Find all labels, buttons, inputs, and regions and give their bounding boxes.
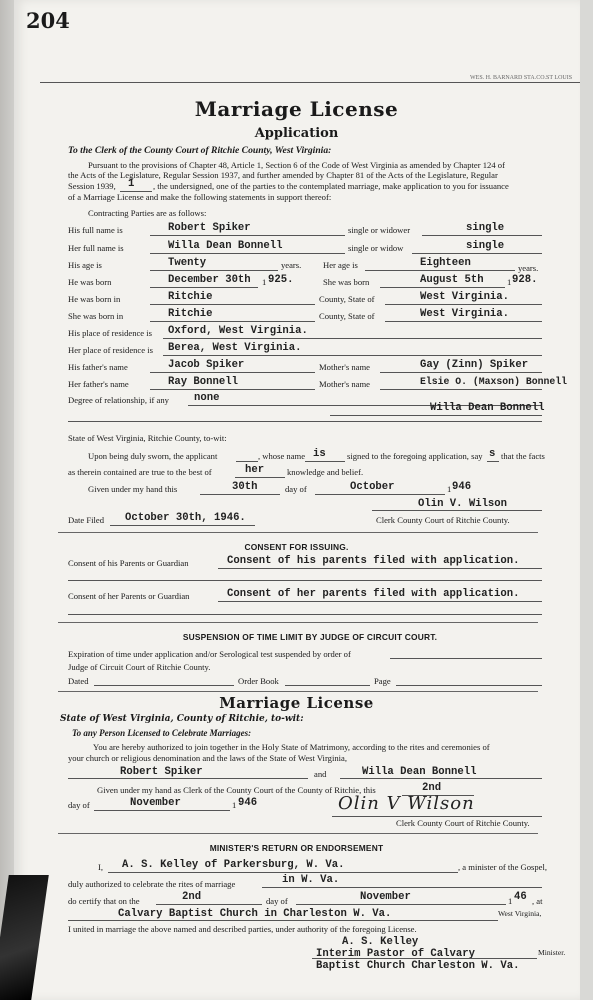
oath-year-prefix: 1: [447, 484, 452, 494]
her-status: single: [466, 240, 505, 252]
license-year-prefix: 1: [232, 800, 237, 810]
years-1: years.: [281, 260, 302, 270]
relationship: none: [194, 392, 220, 404]
license-bride: Willa Dean Bonnell: [362, 766, 477, 778]
license-title: Marriage License: [219, 694, 374, 712]
return-i-label: I,: [98, 862, 104, 872]
mother-label-1: Mother's name: [319, 362, 370, 372]
her-residence: Berea, West Virginia.: [168, 342, 302, 354]
her-status-label: single or widow: [348, 243, 404, 253]
return-year: 46: [514, 891, 527, 903]
years-2: years.: [518, 263, 539, 273]
he-born-in-label: He was born in: [68, 294, 121, 304]
license-groom: Robert Spiker: [120, 766, 203, 778]
top-rule: [40, 82, 580, 83]
oath-state-line: State of West Virginia, Ritchie County, to-wit:: [68, 433, 227, 443]
he-born-state: West Virginia.: [420, 291, 510, 303]
her-father-label: Her father's name: [68, 379, 129, 389]
intro-line-1: Pursuant to the provisions of Chapter 48, Article 1, Section 6 of the Code of West Virginia as amended by Chapter 124 of: [88, 160, 505, 170]
addressee: To the Clerk of the County Court of Ritchie County, West Virginia:: [68, 145, 332, 156]
date-filed: October 30th, 1946.: [125, 512, 246, 524]
return-day: 2nd: [182, 891, 202, 903]
oath-month: October: [350, 481, 395, 493]
return-sig-1: A. S. Kelley: [342, 936, 419, 948]
her-age-label: Her age is: [323, 260, 358, 270]
license-to-any: To any Person Licensed to Celebrate Marriages:: [72, 728, 252, 738]
she-born-date: August 5th: [420, 274, 484, 286]
return-in-value: in W. Va.: [282, 874, 340, 886]
return-minister: A. S. Kelley of Parkersburg, W. Va.: [122, 859, 345, 871]
his-name-label: His full name is: [68, 225, 123, 235]
oath-clerk-title: Clerk County Court of Ritchie County.: [376, 515, 510, 525]
suspension-dated: Dated: [68, 676, 89, 686]
return-sig-2: Interim Pastor of Calvary: [316, 948, 475, 960]
license-clerk-signature: Olin V Wilson: [338, 793, 475, 814]
license-auth-1: You are hereby authorized to join together in the Holy State of Matrimony, according to the rites and ceremonies of: [93, 742, 490, 752]
return-day-of: day of: [266, 896, 288, 906]
page-number: 204: [26, 8, 70, 33]
suspension-heading: SUSPENSION OF TIME LIMIT BY JUDGE OF CIRCUIT COURT.: [182, 632, 438, 642]
mother-label-2: Mother's name: [319, 379, 370, 389]
he-born-year-prefix: 1: [262, 277, 267, 287]
suspension-order-book: Order Book: [238, 676, 279, 686]
oath-day-of: day of: [285, 484, 307, 494]
document-title: Marriage License: [194, 97, 399, 121]
return-west-virginia: West Virginia,: [498, 909, 542, 918]
intro-line-2: the Acts of the Legislature, Regular Session 1937, and further amended by Chapter 81 of the Acts of the Legislature, Regular: [68, 170, 498, 180]
consent-his-label: Consent of his Parents or Guardian: [68, 558, 189, 568]
oath-year: 946: [452, 481, 472, 493]
his-age: Twenty: [168, 257, 207, 269]
her-residence-label: Her place of residence is: [68, 345, 153, 355]
her-father: Ray Bonnell: [168, 376, 238, 388]
his-father: Jacob Spiker: [168, 359, 245, 371]
session-value: 1: [128, 178, 135, 190]
relationship-label: Degree of relationship, if any: [68, 395, 169, 405]
return-united: I united in marriage the above named and described parties, under authority of the foregoing License.: [68, 924, 417, 934]
his-status-label: single or widower: [348, 225, 411, 235]
intro-line-3a: Session 1939,: [68, 181, 116, 191]
oath-given-a: Given under my hand this: [88, 484, 178, 494]
consent-his-value: Consent of his parents filed with application.: [227, 555, 520, 567]
oath-day: 30th: [232, 481, 258, 493]
suspension-line-2: Judge of Circuit Court of Ritchie County.: [68, 662, 211, 672]
applicant-signature: Willa Dean Bonnell: [430, 402, 545, 414]
intro-line-4: of a Marriage License and make the following statements in support thereof:: [68, 192, 332, 202]
license-month: November: [130, 797, 181, 809]
return-minister-of-gospel: , a minister of the Gospel,: [458, 862, 548, 872]
return-place: Calvary Baptist Church in Charleston W. Va.: [118, 908, 392, 920]
her-mother: Elsie O. (Maxson) Bonnell: [420, 376, 567, 387]
oath-line2a: as therein contained are true to the best of: [68, 467, 212, 477]
his-residence-label: His place of residence is: [68, 328, 152, 338]
she-born-year: 928.: [512, 274, 538, 286]
oath-sworn-b: , whose name: [258, 451, 306, 461]
license-and: and: [314, 769, 327, 779]
license-clerk-title: Clerk County Court of Ritchie County.: [396, 818, 530, 828]
return-duly: duly authorized to celebrate the rites of marriage: [68, 879, 236, 889]
his-age-label: His age is: [68, 260, 102, 270]
date-filed-label: Date Filed: [68, 515, 105, 525]
return-year-prefix: 1: [508, 896, 513, 906]
oath-sworn-a: Upon being duly sworn, the applicant: [88, 451, 218, 461]
return-month: November: [360, 891, 411, 903]
document-subtitle: Application: [254, 126, 339, 141]
she-born-year-prefix: 1: [507, 277, 512, 287]
he-born-date: December 30th: [168, 274, 251, 286]
intro-line-5: Contracting Parties are as follows:: [88, 208, 207, 218]
consent-her-value: Consent of her parents filed with application.: [227, 588, 520, 600]
his-mother: Gay (Zinn) Spiker: [420, 359, 529, 371]
license-year: 946: [238, 797, 258, 809]
she-born-in-label: She was born in: [68, 311, 124, 321]
license-state-line: State of West Virginia, County of Ritchie, to-wit:: [60, 714, 304, 724]
oath-says-value: s: [489, 448, 496, 460]
oath-line2b: knowledge and belief.: [287, 467, 364, 477]
license-day: 2nd: [422, 782, 442, 794]
suspension-line-1: Expiration of time under application and/or Serological test suspended by order of: [68, 649, 351, 659]
return-heading: MINISTER'S RETURN OR ENDORSEMENT: [209, 843, 384, 853]
license-auth-2: your church or religious denomination and the laws of the State of West Virginia,: [68, 753, 347, 763]
she-born-label: She was born: [323, 277, 370, 287]
license-given-a: Given under my hand as Clerk of the County Court of the County of Ritchie, this: [97, 785, 376, 795]
oath-sworn-d: that the facts: [501, 451, 545, 461]
she-born-state: West Virginia.: [420, 308, 510, 320]
he-born-county: Ritchie: [168, 291, 213, 303]
intro-line-3b: , the undersigned, one of the parties to the contemplated marriage, make application to you for issuance: [153, 181, 509, 191]
she-born-county: Ritchie: [168, 308, 213, 320]
his-father-label: His father's name: [68, 362, 128, 372]
her-age: Eighteen: [420, 257, 471, 269]
consent-heading: CONSENT FOR ISSUING.: [244, 542, 349, 552]
consent-her-label: Consent of her Parents or Guardian: [68, 591, 190, 601]
her-name: Willa Dean Bonnell: [168, 240, 283, 252]
county-state-label-2: County, State of: [319, 311, 375, 321]
license-day-of: day of: [68, 800, 90, 810]
suspension-page: Page: [374, 676, 391, 686]
her-name-label: Her full name is: [68, 243, 124, 253]
return-minister-label: Minister.: [538, 948, 566, 957]
oath-her-value: her: [245, 464, 265, 476]
return-sig-3: Baptist Church Charleston W. Va.: [316, 960, 520, 972]
he-born-label: He was born: [68, 277, 112, 287]
oath-clerk-name: Olin V. Wilson: [418, 498, 508, 510]
return-at: , at: [532, 896, 543, 906]
printer-mark: WES. H. BARNARD STA.CO.ST LOUIS: [470, 75, 573, 81]
oath-is-value: is: [313, 448, 326, 460]
his-residence: Oxford, West Virginia.: [168, 325, 308, 337]
his-name: Robert Spiker: [168, 222, 251, 234]
county-state-label-1: County, State of: [319, 294, 375, 304]
oath-sworn-c: signed to the foregoing application, say: [347, 451, 483, 461]
return-certify-a: do certify that on the: [68, 896, 140, 906]
he-born-year: 925.: [268, 274, 294, 286]
his-status: single: [466, 222, 505, 234]
